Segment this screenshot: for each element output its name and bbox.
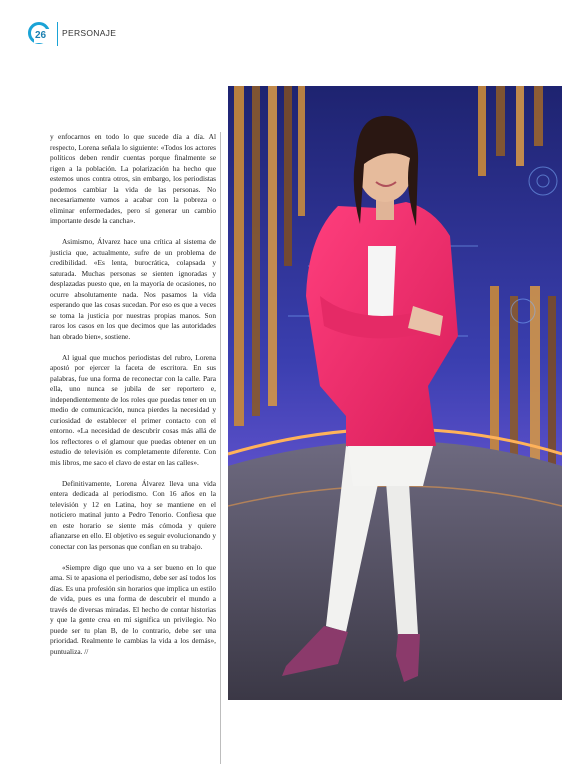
- page-header: [28, 22, 228, 48]
- section-label: PERSONAJE: [62, 28, 117, 38]
- page-number: 26: [34, 29, 55, 43]
- article-paragraph: y enfocarnos en todo lo que sucede día a día. Al respecto, Lorena señala lo siguiente: «Todos los actores políticos deben rendir cuentas porque finalmente se rigen a la población. La polarización ha hecho que estemos unos contra otros, sin embargo, los periodistas podemos cambiar la vida de las personas. No necesariamente vamos a acabar con la pobreza o eliminar enfermedades, pero sí generar un cambio importante desde la cancha».: [50, 132, 216, 225]
- article-paragraph: Al igual que muchos periodistas del rubro, Lorena apostó por ejercer la faceta de escritora. En sus palabras, fue una forma de reconectar con la calle. Para ella, uno nunca se jubila de ser reportero e, independientemente de los roles que puedas tener en un medio de comunicación, nunca pierdes la necesidad y curiosidad de establecer el primer contacto con el entorno. «La necesidad de descubrir cosas más allá de los reflectores o el glamour que puedas obtener en un estudio de televisión es completamente diferente. Con mis libros, me saco el clavo de estar en las calles».: [50, 352, 216, 467]
- portrait-illustration: [228, 86, 562, 700]
- article-paragraph: Asimismo, Álvarez hace una crítica al sistema de justicia que, actualmente, sufre de un problema de credibilidad. «Es lenta, burocrática, colapsada y saturada. Muchas personas se sienten ignoradas y desplazadas puesto que, en la mayoría de ocasiones, no ocurre absolutamente nada. Nos pasamos la vida esperando que las cosas sucedan. Por eso es que a veces se toma la justicia por nuestras propias manos. Son raros los casos en los que decimos que las autoridades han obrado bien», sostiene.: [50, 237, 216, 341]
- article-paragraph: «Siempre digo que uno va a ser bueno en lo que ama. Si te apasiona el periodismo, debe ser así todos los días. Es una profesión sin horarios que implica un estilo de vida, pues es una forma de descubrir el mundo a través de diversas miradas. El hecho de contar historias y que la gente crea en mí significa un privilegio. No puede ser tu plan B, de lo contrario, debe ser una prioridad. Realmente le cambias la vida a los demás», puntualiza. //: [50, 562, 216, 656]
- header-divider: [57, 22, 58, 46]
- article-paragraph: Definitivamente, Lorena Álvarez lleva una vida entera dedicada al periodismo. Con 16 años en la televisión y 12 en Latina, hoy se mantiene en el noticiero matinal junto a Pedro Tenorio. Confiesa que en este horario se siente más cómoda y quiere afianzarse en ello. El objetivo es seguir evolucionando y conectar con las personas que confían en su trabajo.: [50, 478, 216, 551]
- article-text-column: [50, 132, 216, 668]
- portrait-photo: [228, 86, 562, 700]
- column-rule: [220, 132, 221, 764]
